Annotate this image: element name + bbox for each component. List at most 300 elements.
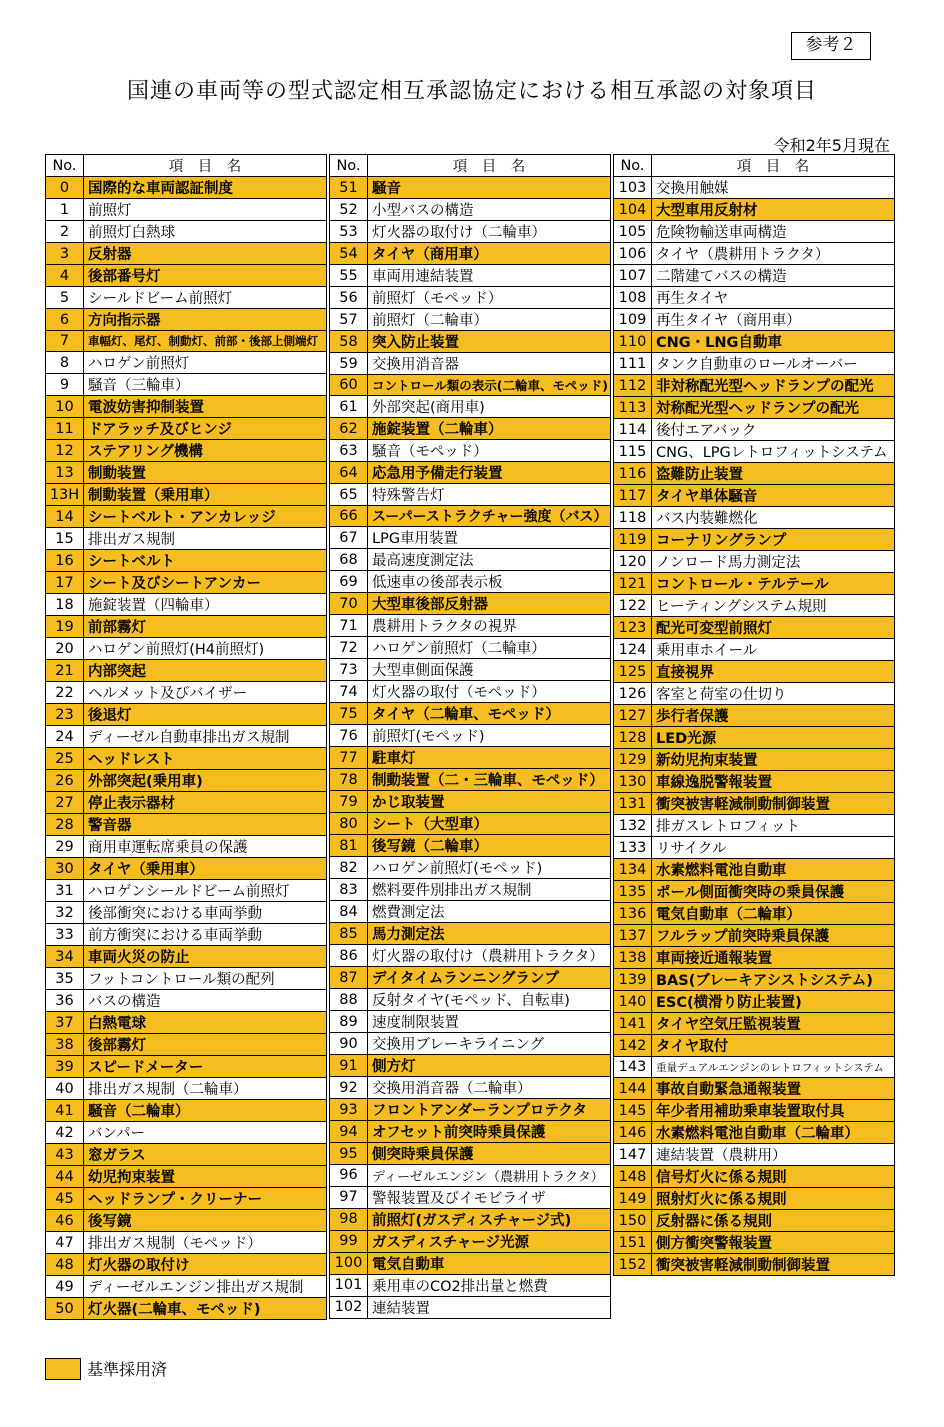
table-row (614, 1166, 895, 1188)
table-row (614, 1188, 895, 1210)
table-row (330, 506, 611, 527)
item-number: 139 (614, 969, 652, 991)
item-name: 排出ガス規制（モペッド） (84, 1232, 327, 1254)
item-number: 128 (614, 727, 652, 749)
table-row (330, 1121, 611, 1143)
table-row (614, 661, 895, 683)
item-number: 130 (614, 771, 652, 793)
table-row (46, 1012, 327, 1034)
table-row (330, 527, 611, 549)
table-row (614, 925, 895, 947)
item-number: 104 (614, 199, 652, 221)
item-number: 114 (614, 419, 652, 441)
item-name: 乗用車のCO2排出量と燃費 (368, 1274, 611, 1296)
item-number: 51 (330, 177, 368, 199)
item-number: 45 (46, 1188, 84, 1210)
item-number: 17 (46, 572, 84, 594)
item-name: ポール側面衝突時の乗員保護 (652, 881, 895, 903)
item-name: 施錠装置（四輪車） (84, 594, 327, 616)
item-name: 後部番号灯 (84, 265, 327, 287)
item-name: 国際的な車両認証制度 (84, 177, 327, 199)
item-number: 145 (614, 1100, 652, 1122)
table-row (614, 375, 895, 397)
item-number: 120 (614, 551, 652, 573)
item-name: ディーゼルエンジン排出ガス規制 (84, 1276, 327, 1298)
item-name: 前照灯(ガスディスチャージ式) (368, 1208, 611, 1230)
item-name: シートベルト・アンカレッジ (84, 506, 327, 528)
item-name: コントロール・テルテール (652, 573, 895, 595)
table-row (330, 571, 611, 593)
item-number: 26 (46, 770, 84, 792)
table-row (330, 813, 611, 835)
table-row (46, 287, 327, 309)
item-name: 交換用ブレーキライニング (368, 1033, 611, 1055)
table-row (46, 309, 327, 331)
item-name: 照射灯火に係る規則 (652, 1188, 895, 1210)
header-name: 項 目 名 (652, 155, 895, 177)
table-row (46, 726, 327, 748)
item-name: 二階建てバスの構造 (652, 265, 895, 287)
item-name: 内部突起 (84, 660, 327, 682)
table-row (614, 287, 895, 309)
item-number: 129 (614, 749, 652, 771)
item-number: 34 (46, 946, 84, 968)
item-number: 27 (46, 792, 84, 814)
table-row (614, 1035, 895, 1057)
items-table-col-2 (329, 154, 611, 1319)
item-name: 商用車運転席乗員の保護 (84, 836, 327, 858)
item-number: 106 (614, 243, 652, 265)
table-row (46, 528, 327, 550)
table-row (330, 1011, 611, 1033)
item-number: 54 (330, 243, 368, 265)
item-name: スーパーストラクチャー強度（バス） (368, 506, 611, 527)
table-row (46, 660, 327, 682)
item-number: 39 (46, 1056, 84, 1078)
item-number: 64 (330, 462, 368, 484)
item-name: ESC(横滑り防止装置) (652, 991, 895, 1013)
table-row (614, 793, 895, 815)
reference-label: 参考２ (791, 32, 871, 60)
item-number: 43 (46, 1144, 84, 1166)
item-number: 59 (330, 353, 368, 375)
item-name: CNG、LPGレトロフィットシステム (652, 441, 895, 463)
item-name: 客室と荷室の仕切り (652, 683, 895, 705)
table-row (46, 924, 327, 946)
item-number: 37 (46, 1012, 84, 1034)
header-name: 項 目 名 (368, 155, 611, 177)
item-number: 126 (614, 683, 652, 705)
item-number: 99 (330, 1230, 368, 1252)
item-name: シート（大型車） (368, 813, 611, 835)
item-name: 新幼児拘束装置 (652, 749, 895, 771)
item-name: BAS(ブレーキアシストシステム) (652, 969, 895, 991)
table-row (330, 659, 611, 681)
item-number: 96 (330, 1165, 368, 1186)
table-row (330, 484, 611, 506)
table-row (46, 1210, 327, 1232)
table-row (46, 682, 327, 704)
item-number: 24 (46, 726, 84, 748)
item-name: 灯火器の取付け (84, 1254, 327, 1276)
table-row (46, 418, 327, 440)
item-number: 117 (614, 485, 652, 507)
item-number: 50 (46, 1298, 84, 1320)
item-name: 制動装置（乗用車） (84, 484, 327, 506)
item-number: 90 (330, 1033, 368, 1055)
table-row (46, 880, 327, 902)
item-name: LED光源 (652, 727, 895, 749)
item-number: 121 (614, 573, 652, 595)
table-row (614, 1078, 895, 1100)
table-row (330, 199, 611, 221)
table-row (46, 1034, 327, 1056)
table-row (614, 309, 895, 331)
table-row (330, 1252, 611, 1274)
item-number: 111 (614, 353, 652, 375)
item-number: 150 (614, 1210, 652, 1232)
table-row (330, 331, 611, 353)
item-name: オフセット前突時乗員保護 (368, 1121, 611, 1143)
item-number: 66 (330, 506, 368, 527)
table-row (46, 946, 327, 968)
item-name: 突入防止装置 (368, 331, 611, 353)
table-row (614, 419, 895, 441)
table-row (614, 837, 895, 859)
table-row (46, 990, 327, 1012)
item-name: 駐車灯 (368, 747, 611, 769)
table-row (330, 1274, 611, 1296)
item-name: タイヤ取付 (652, 1035, 895, 1057)
item-number: 125 (614, 661, 652, 683)
item-name: スピードメーター (84, 1056, 327, 1078)
item-name: 車両用連結装置 (368, 265, 611, 287)
item-number: 1 (46, 199, 84, 221)
item-number: 29 (46, 836, 84, 858)
item-number: 56 (330, 287, 368, 309)
item-name: 後部衝突における車両挙動 (84, 902, 327, 924)
table-row (330, 857, 611, 879)
header-row (330, 155, 611, 177)
table-row (330, 353, 611, 375)
table-row (46, 484, 327, 506)
table-row (46, 550, 327, 572)
table-row (614, 903, 895, 925)
item-number: 21 (46, 660, 84, 682)
item-name: フルラップ前突時乗員保護 (652, 925, 895, 947)
item-number: 116 (614, 463, 652, 485)
item-number: 146 (614, 1122, 652, 1144)
table-row (614, 727, 895, 749)
item-name: 反射器に係る規則 (652, 1210, 895, 1232)
item-number: 20 (46, 638, 84, 660)
item-name: ハロゲン前照灯(モペッド) (368, 857, 611, 879)
table-row (330, 967, 611, 989)
item-number: 42 (46, 1122, 84, 1144)
item-name: 水素燃料電池自動車 (652, 859, 895, 881)
table-row (614, 1254, 895, 1276)
table-row (46, 1122, 327, 1144)
table-row (46, 858, 327, 880)
table-row (330, 418, 611, 440)
item-name: 馬力測定法 (368, 923, 611, 945)
item-name: 電気自動車（二輪車） (652, 903, 895, 925)
item-name: 危険物輸送車両構造 (652, 221, 895, 243)
table-row (614, 353, 895, 375)
item-name: コーナリングランプ (652, 529, 895, 551)
item-name: 車両火災の防止 (84, 946, 327, 968)
item-number: 105 (614, 221, 652, 243)
item-name: 衝突被害軽減制動制御装置 (652, 793, 895, 815)
item-name: ヒーティングシステム規則 (652, 595, 895, 617)
table-row (330, 615, 611, 637)
item-number: 44 (46, 1166, 84, 1188)
item-number: 12 (46, 440, 84, 462)
table-row (614, 1144, 895, 1166)
item-number: 71 (330, 615, 368, 637)
item-name: 白熱電球 (84, 1012, 327, 1034)
table-row (330, 1099, 611, 1121)
table-row (330, 1186, 611, 1208)
table-row (46, 1166, 327, 1188)
item-number: 80 (330, 813, 368, 835)
item-number: 95 (330, 1143, 368, 1165)
item-number: 110 (614, 331, 652, 353)
table-row (614, 1100, 895, 1122)
item-number: 102 (330, 1296, 368, 1318)
item-number: 69 (330, 571, 368, 593)
table-row (46, 1144, 327, 1166)
item-name: 前方衝突における車両挙動 (84, 924, 327, 946)
item-number: 49 (46, 1276, 84, 1298)
item-name: 最高速度測定法 (368, 549, 611, 571)
header-no: No. (614, 155, 652, 177)
table-row (614, 881, 895, 903)
item-number: 2 (46, 221, 84, 243)
table-row (46, 572, 327, 594)
table-row (614, 947, 895, 969)
table-row (614, 265, 895, 287)
item-number: 131 (614, 793, 652, 815)
table-row (614, 507, 895, 529)
table-row (46, 374, 327, 396)
table-row (330, 177, 611, 199)
table-row (614, 749, 895, 771)
item-number: 83 (330, 879, 368, 901)
table-row (330, 1077, 611, 1099)
table-row (46, 221, 327, 243)
item-number: 70 (330, 593, 368, 615)
item-number: 148 (614, 1166, 652, 1188)
table-row (46, 1056, 327, 1078)
item-name: 速度制限装置 (368, 1011, 611, 1033)
table-row (330, 791, 611, 813)
item-name: 側方灯 (368, 1055, 611, 1077)
table-row (46, 396, 327, 418)
item-name: シート及びシートアンカー (84, 572, 327, 594)
item-name: ハロゲン前照灯(H4前照灯) (84, 638, 327, 660)
item-name: 電波妨害抑制装置 (84, 396, 327, 418)
item-number: 79 (330, 791, 368, 813)
item-number: 107 (614, 265, 652, 287)
item-name: 騒音（モペッド） (368, 440, 611, 462)
table-row (330, 440, 611, 462)
item-name: 事故自動緊急通報装置 (652, 1078, 895, 1100)
table-row (46, 243, 327, 265)
table-row (330, 681, 611, 703)
item-name: 交換用触媒 (652, 177, 895, 199)
item-name: 水素燃料電池自動車（二輪車） (652, 1122, 895, 1144)
table-row (330, 945, 611, 967)
item-name: 側突時乗員保護 (368, 1143, 611, 1165)
item-number: 124 (614, 639, 652, 661)
table-row (46, 1078, 327, 1100)
item-name: ディーゼルエンジン（農耕用トラクタ） (368, 1165, 611, 1186)
table-row (330, 265, 611, 287)
item-number: 149 (614, 1188, 652, 1210)
table-row (330, 1165, 611, 1186)
item-number: 89 (330, 1011, 368, 1033)
item-name: 非対称配光型ヘッドランプの配光 (652, 375, 895, 397)
table-row (46, 594, 327, 616)
table-row (614, 551, 895, 573)
table-row (330, 1208, 611, 1230)
item-number: 60 (330, 375, 368, 396)
table-row (46, 506, 327, 528)
item-name: デイタイムランニングランプ (368, 967, 611, 989)
item-name: タイヤ単体騒音 (652, 485, 895, 507)
table-row (330, 243, 611, 265)
table-row (330, 309, 611, 331)
table-row (46, 199, 327, 221)
item-number: 57 (330, 309, 368, 331)
table-row (614, 1232, 895, 1254)
item-name: タンク自動車のロールオーバー (652, 353, 895, 375)
item-name: 歩行者保護 (652, 705, 895, 727)
table-row (46, 770, 327, 792)
items-table-col-1 (45, 154, 327, 1320)
item-number: 30 (46, 858, 84, 880)
table-row (614, 485, 895, 507)
table-row (614, 441, 895, 463)
item-number: 137 (614, 925, 652, 947)
item-name: 年少者用補助乗車装置取付具 (652, 1100, 895, 1122)
item-name: 電気自動車 (368, 1252, 611, 1274)
table-row (614, 1057, 895, 1078)
item-number: 109 (614, 309, 652, 331)
header-no: No. (46, 155, 84, 177)
item-number: 19 (46, 616, 84, 638)
item-number: 23 (46, 704, 84, 726)
table-row (46, 1232, 327, 1254)
table-row (46, 331, 327, 352)
table-row (330, 989, 611, 1011)
table-row (46, 352, 327, 374)
item-number: 76 (330, 725, 368, 747)
item-name: 灯火器の取付け（農耕用トラクタ） (368, 945, 611, 967)
item-number: 118 (614, 507, 652, 529)
item-number: 135 (614, 881, 652, 903)
item-number: 48 (46, 1254, 84, 1276)
item-name: ハロゲンシールドビーム前照灯 (84, 880, 327, 902)
item-number: 77 (330, 747, 368, 769)
page-title: 国連の車両等の型式認定相互承認協定における相互承認の対象項目 (126, 79, 817, 104)
item-name: 車両接近通報装置 (652, 947, 895, 969)
table-row (330, 1033, 611, 1055)
item-name: 前照灯(モペッド) (368, 725, 611, 747)
table-row (46, 704, 327, 726)
item-name: 方向指示器 (84, 309, 327, 331)
item-name: フロントアンダーランプロテクタ (368, 1099, 611, 1121)
table-row (46, 1100, 327, 1122)
table-row (330, 725, 611, 747)
item-name: 盗難防止装置 (652, 463, 895, 485)
table-row (614, 969, 895, 991)
item-number: 35 (46, 968, 84, 990)
header-name: 項 目 名 (84, 155, 327, 177)
item-name: 灯火器(二輪車、モペッド) (84, 1298, 327, 1320)
item-name: 後退灯 (84, 704, 327, 726)
item-name: ドアラッチ及びヒンジ (84, 418, 327, 440)
item-number: 6 (46, 309, 84, 331)
header-no: No. (330, 155, 368, 177)
item-name: 幼児拘束装置 (84, 1166, 327, 1188)
item-name: 騒音 (368, 177, 611, 199)
item-number: 14 (46, 506, 84, 528)
item-number: 97 (330, 1186, 368, 1208)
item-name: シールドビーム前照灯 (84, 287, 327, 309)
item-name: CNG・LNG自動車 (652, 331, 895, 353)
item-number: 152 (614, 1254, 652, 1276)
table-row (330, 901, 611, 923)
item-number: 33 (46, 924, 84, 946)
item-number: 136 (614, 903, 652, 925)
item-name: 警音器 (84, 814, 327, 836)
table-row (46, 902, 327, 924)
item-number: 112 (614, 375, 652, 397)
table-row (614, 595, 895, 617)
item-name: バスの構造 (84, 990, 327, 1012)
table-row (330, 769, 611, 791)
item-number: 5 (46, 287, 84, 309)
item-number: 61 (330, 396, 368, 418)
item-number: 119 (614, 529, 652, 551)
item-name: 反射器 (84, 243, 327, 265)
item-name: 低速車の後部表示板 (368, 571, 611, 593)
item-name: 大型車用反射材 (652, 199, 895, 221)
item-number: 9 (46, 374, 84, 396)
item-number: 132 (614, 815, 652, 837)
items-table-col-3 (613, 154, 895, 1276)
item-name: リサイクル (652, 837, 895, 859)
item-number: 53 (330, 221, 368, 243)
item-name: 施錠装置（二輪車） (368, 418, 611, 440)
item-number: 10 (46, 396, 84, 418)
item-name: 後写鏡 (84, 1210, 327, 1232)
item-number: 58 (330, 331, 368, 353)
item-name: ディーゼル自動車排出ガス規制 (84, 726, 327, 748)
table-row (614, 617, 895, 639)
item-number: 67 (330, 527, 368, 549)
table-row (330, 593, 611, 615)
table-row (330, 879, 611, 901)
item-name: 衝突被害軽減制動制御装置 (652, 1254, 895, 1276)
item-name: 後写鏡（二輪車） (368, 835, 611, 857)
item-number: 22 (46, 682, 84, 704)
item-number: 143 (614, 1057, 652, 1078)
item-name: 前照灯（モペッド） (368, 287, 611, 309)
item-name: バンパー (84, 1122, 327, 1144)
